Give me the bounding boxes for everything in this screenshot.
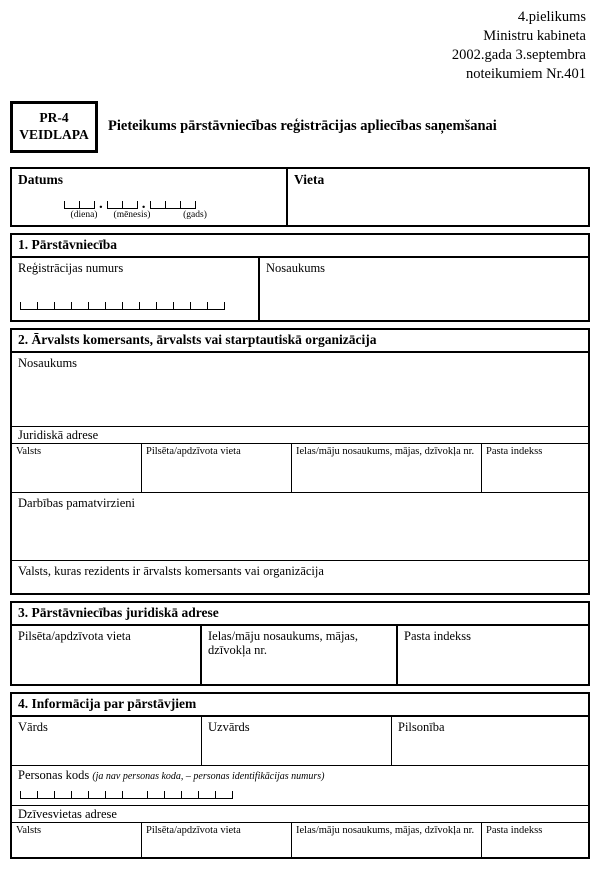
section-4-personal-code-comb[interactable] xyxy=(12,786,588,799)
section-4-country-label: Valsts xyxy=(16,824,42,836)
section-2-legal-address-label: Juridiskā adrese xyxy=(18,427,99,442)
section-4-firstname-cell[interactable] xyxy=(12,717,202,765)
section-2-street-cell[interactable] xyxy=(292,444,482,492)
section-3-block xyxy=(10,601,590,686)
section-4-firstname-label: Vārds xyxy=(18,719,48,734)
section-3-postcode-cell[interactable] xyxy=(398,626,588,684)
section-3-city-label: Pilsēta/apdzīvota vieta xyxy=(18,628,131,643)
date-year-comb[interactable] xyxy=(150,196,196,209)
form-code-box xyxy=(10,101,98,153)
section-4-personal-code-label: Personas kods xyxy=(18,767,90,782)
form-code-line-1: PR-4 xyxy=(39,109,69,125)
section-2-activity-cell[interactable] xyxy=(12,493,588,561)
section-2-block xyxy=(10,328,590,595)
section-2-postcode-cell[interactable] xyxy=(482,444,588,492)
section-1-heading: 1. Pārstāvniecība xyxy=(12,235,588,258)
section-1-name-cell[interactable] xyxy=(260,258,588,320)
date-cell xyxy=(12,169,288,225)
section-2-street-label: Ielas/māju nosaukums, mājas, dzīvokļa nr. xyxy=(296,445,475,457)
section-1-block xyxy=(10,233,590,322)
section-4-residence-label: Dzīvesvietas adrese xyxy=(18,806,117,821)
section-2-activity-label: Darbības pamatvirzieni xyxy=(18,495,135,510)
section-4-lastname-label: Uzvārds xyxy=(208,719,250,734)
document-header xyxy=(0,0,600,85)
section-4-street-label: Ielas/māju nosaukums, mājas, dzīvokļa nr. xyxy=(296,824,475,836)
header-line-2: Ministru kabineta xyxy=(483,28,586,45)
date-day-comb[interactable] xyxy=(64,196,95,209)
header-line-3: 2002.gada 3.septembra xyxy=(451,47,586,64)
section-4-postcode-label: Pasta indekss xyxy=(486,824,543,836)
section-2-postcode-label: Pasta indekss xyxy=(486,445,543,457)
section-3-heading: 3. Pārstāvniecības juridiskā adrese xyxy=(12,603,588,626)
section-4-residence-cell xyxy=(12,806,588,823)
date-label: Datums xyxy=(18,171,64,187)
section-2-name-label: Nosaukums xyxy=(18,355,78,370)
section-2-address-columns xyxy=(12,444,588,493)
section-2-residency-cell[interactable] xyxy=(12,561,588,593)
section-2-name-cell[interactable] xyxy=(12,353,588,427)
section-4-lastname-cell[interactable] xyxy=(202,717,392,765)
section-1-name-label: Nosaukums xyxy=(266,260,326,275)
section-4-personal-code-label-row xyxy=(12,766,588,783)
section-2-city-label: Pilsēta/apdzīvota vieta xyxy=(146,445,241,457)
header-line-1: 4.pielikums xyxy=(517,9,586,25)
place-label: Vieta xyxy=(294,171,325,187)
date-place-block xyxy=(10,167,590,227)
date-caption-day: (diena) xyxy=(70,210,98,221)
page-title: Pieteikums pārstāvniecības reģistrācijas apliecības saņemšanai xyxy=(108,117,497,134)
section-3-city-cell[interactable] xyxy=(12,626,202,684)
date-separator-2: . xyxy=(141,196,146,213)
title-row xyxy=(10,99,600,155)
date-caption-month: (mēnesis) xyxy=(113,210,151,221)
section-1-regnumber-label: Reģistrācijas numurs xyxy=(18,260,124,275)
section-2-heading: 2. Ārvalsts komersants, ārvalsts vai starptautiskā organizācija xyxy=(12,330,588,353)
section-3-street-cell[interactable] xyxy=(202,626,398,684)
section-4-address-columns xyxy=(12,823,588,857)
section-4-city-label: Pilsēta/apdzīvota vieta xyxy=(146,824,241,836)
section-4-personal-code-note: (ja nav personas koda, – personas identifikācijas numurs) xyxy=(92,770,325,782)
date-input[interactable] xyxy=(12,196,286,213)
section-2-legal-address-cell xyxy=(12,427,588,444)
section-4-block xyxy=(10,692,590,859)
section-4-postcode-cell[interactable] xyxy=(482,823,588,857)
header-line-4: noteikumiem Nr.401 xyxy=(465,66,586,83)
section-3-postcode-label: Pasta indekss xyxy=(404,628,472,643)
section-4-citizenship-cell[interactable] xyxy=(392,717,588,765)
section-2-country-label: Valsts xyxy=(16,445,42,457)
section-2-country-cell[interactable] xyxy=(12,444,142,492)
date-month-comb[interactable] xyxy=(107,196,138,209)
form-code-line-2: VEIDLAPA xyxy=(19,126,89,142)
section-2-residency-label: Valsts, kuras rezidents ir ārvalsts komersants vai organizācija xyxy=(18,563,324,578)
place-cell[interactable] xyxy=(288,169,588,225)
date-caption-year: (gads) xyxy=(183,210,207,221)
section-4-country-cell[interactable] xyxy=(12,823,142,857)
section-2-city-cell[interactable] xyxy=(142,444,292,492)
section-4-personal-code-cell[interactable] xyxy=(12,766,588,806)
section-4-street-cell[interactable] xyxy=(292,823,482,857)
section-1-regnumber-comb[interactable] xyxy=(12,297,258,310)
section-3-street-label: Ielas/māju nosaukums, mājas, dzīvokļa nr. xyxy=(208,628,358,657)
section-4-city-cell[interactable] xyxy=(142,823,292,857)
section-1-regnumber-cell[interactable] xyxy=(12,258,260,320)
date-separator-1: . xyxy=(99,196,103,213)
date-captions xyxy=(12,210,286,220)
section-4-citizenship-label: Pilsonība xyxy=(398,719,445,734)
section-4-person-columns xyxy=(12,717,588,766)
section-4-heading: 4. Informācija par pārstāvjiem xyxy=(12,694,588,717)
